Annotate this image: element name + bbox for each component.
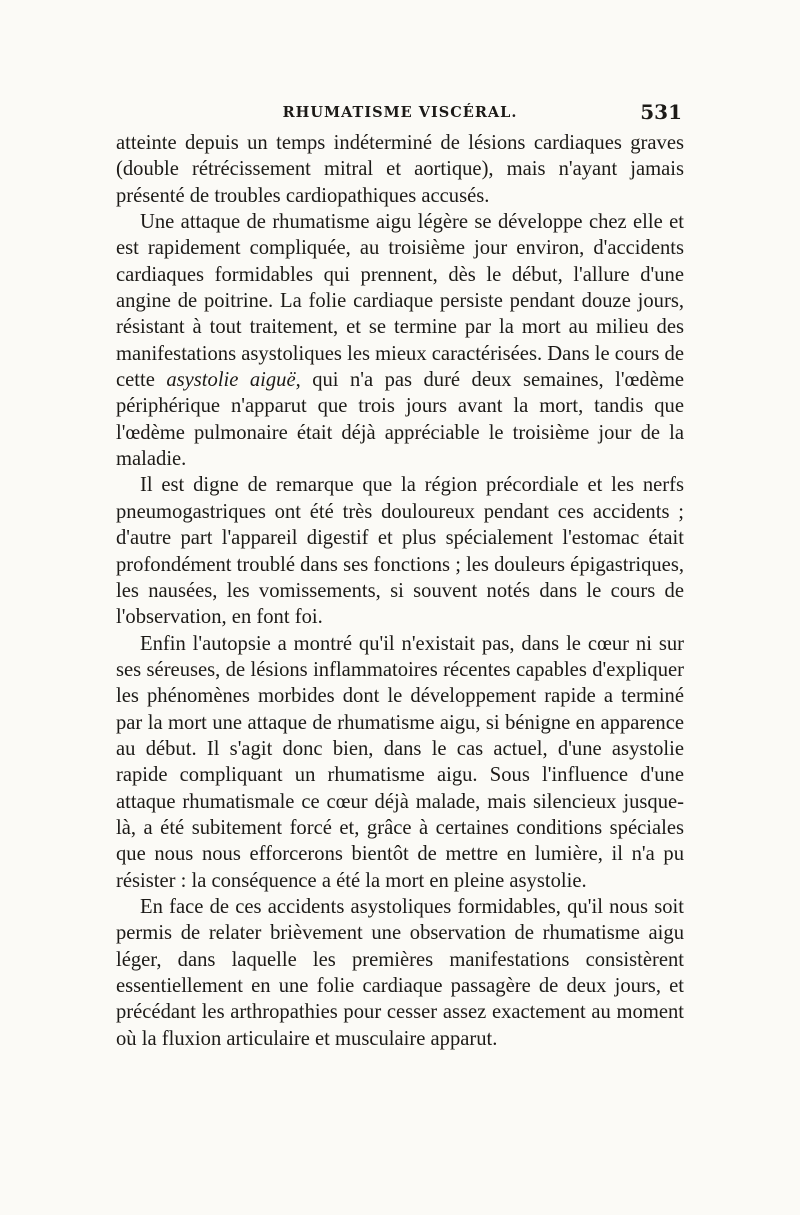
running-head	[116, 100, 684, 126]
page-number: 531	[640, 100, 682, 124]
paragraph-5: En face de ces accidents asystoliques formidables, qu'il nous soit permis de relater brièvement une observation de rhumatisme aigu léger, dans laquelle les premières manifestations consistèrent essentiellement en une folie cardiaque passagère de deux jours, et précédant les arthropathies pour cesser assez exactement au moment où la fluxion articulaire et musculaire apparut.	[116, 895, 684, 1050]
paragraph-2-text-after: , qui n'a pas duré deux semaines, l'œdème périphérique n'apparut que trois jours avant la mort, tandis que l'œdème pulmonaire était déjà appréciable le troisième jour de la maladie.	[116, 369, 684, 471]
running-title: RHUMATISME VISCÉRAL.	[282, 104, 518, 121]
paragraph-4: Enfin l'autopsie a montré qu'il n'existait pas, dans le cœur ni sur ses séreuses, de lésions inflammatoires récentes capables d'expliquer les phénomènes morbides dont le développement rapide a terminé par la mort une attaque de rhumatisme aigu, si bénigne en apparence au début. Il s'agit donc bien, dans le cas actuel, d'une asystolie rapide compliquant un rhumatisme aigu. Sous l'influence d'une attaque rhumatismale ce cœur déjà malade, mais silencieux jusque-là, a été subitement forcé et, grâce à certaines conditions spéciales que nous nous efforcerons bientôt de mettre en lumière, il n'a pu résister : la conséquence a été la mort en pleine asystolie.	[116, 632, 684, 892]
paragraph-2-text-before: Une attaque de rhumatisme aigu légère se développe chez elle et est rapidement compliquée, au troisième jour environ, d'accidents cardiaques formidables qui prennent, dès le début, l'allure d'une angine de poitrine. La folie cardiaque persiste pendant douze jours, résistant à tout traitement, et se termine par la mort au milieu des manifestations asystoliques les mieux caractérisées. Dans le cours de cette	[116, 211, 684, 392]
paragraph-3: Il est digne de remarque que la région précordiale et les nerfs pneumogastriques ont été très douloureux pendant ces accidents ; d'autre part l'appareil digestif et plus spécialement l'estomac était profondément troublé dans ses fonctions ; les douleurs épigastriques, les nausées, les vomissements, si souvent notés dans le cours de l'observation, en font foi.	[116, 474, 684, 629]
paragraph-1: atteinte depuis un temps indéterminé de lésions cardiaques graves (double rétrécissement mitral et aortique), mais n'ayant jamais présenté de troubles cardiopathiques accusés.	[116, 132, 684, 207]
body-text	[116, 130, 684, 1052]
paragraph-2	[116, 209, 684, 472]
paragraph-2-emphasis: asystolie aiguë	[166, 369, 296, 392]
